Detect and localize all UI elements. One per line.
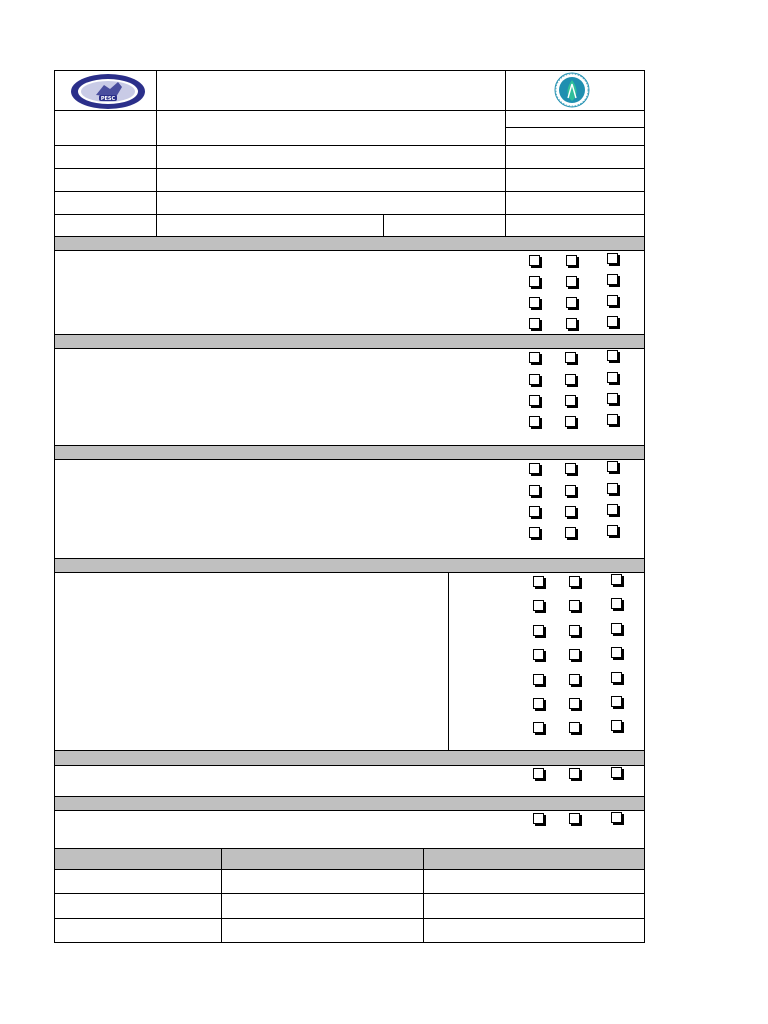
- checkbox[interactable]: [569, 674, 580, 685]
- section-header-bar: [55, 750, 644, 765]
- border-left: [54, 70, 55, 943]
- checkbox[interactable]: [565, 463, 576, 474]
- checkbox[interactable]: [569, 698, 580, 709]
- checkbox[interactable]: [569, 813, 580, 824]
- header-divider-1: [156, 70, 157, 236]
- footer-table-divider: [221, 848, 222, 943]
- checkbox[interactable]: [529, 352, 540, 363]
- section-line: [54, 572, 645, 573]
- header-line: [54, 168, 645, 169]
- footer-table-line: [54, 848, 645, 849]
- section-header-bar: [55, 236, 644, 250]
- section-line: [54, 810, 645, 811]
- pesc-logo: [70, 73, 146, 110]
- checkbox[interactable]: [569, 649, 580, 660]
- checkbox[interactable]: [611, 598, 622, 609]
- checkbox[interactable]: [565, 416, 576, 427]
- checkbox[interactable]: [607, 504, 618, 515]
- checkbox[interactable]: [533, 813, 544, 824]
- checkbox[interactable]: [529, 297, 540, 308]
- header-line: [54, 214, 645, 215]
- checkbox[interactable]: [533, 625, 544, 636]
- checkbox[interactable]: [529, 255, 540, 266]
- section-header-bar: [55, 558, 644, 572]
- checkbox[interactable]: [569, 768, 580, 779]
- checkbox[interactable]: [569, 600, 580, 611]
- checkbox[interactable]: [565, 374, 576, 385]
- checkbox[interactable]: [569, 625, 580, 636]
- checkbox[interactable]: [611, 647, 622, 658]
- header-line: [505, 127, 645, 128]
- checkbox[interactable]: [607, 483, 618, 494]
- footer-table-header-bar: [55, 848, 644, 869]
- checkbox[interactable]: [611, 812, 622, 823]
- footer-table-line: [54, 893, 645, 894]
- checkbox[interactable]: [529, 506, 540, 517]
- section-header-bar: [55, 796, 644, 810]
- section-line: [54, 250, 645, 251]
- checkbox[interactable]: [565, 506, 576, 517]
- checkbox[interactable]: [566, 318, 577, 329]
- checkbox[interactable]: [529, 395, 540, 406]
- checkbox[interactable]: [565, 527, 576, 538]
- checkbox[interactable]: [607, 372, 618, 383]
- checkbox[interactable]: [529, 374, 540, 385]
- header-line: [54, 145, 645, 146]
- section-line: [54, 459, 645, 460]
- footer-table-divider: [423, 848, 424, 943]
- header-line: [54, 191, 645, 192]
- checkbox[interactable]: [607, 350, 618, 361]
- checkbox[interactable]: [607, 253, 618, 264]
- checkbox[interactable]: [565, 395, 576, 406]
- checkbox[interactable]: [607, 393, 618, 404]
- checkbox[interactable]: [569, 722, 580, 733]
- checkbox[interactable]: [533, 674, 544, 685]
- section-line: [54, 796, 645, 797]
- checkbox[interactable]: [529, 463, 540, 474]
- checkbox[interactable]: [607, 461, 618, 472]
- emblem-logo: [546, 72, 598, 108]
- checkbox[interactable]: [533, 722, 544, 733]
- header-divider-2: [505, 70, 506, 236]
- checkbox[interactable]: [533, 698, 544, 709]
- border-bottom: [54, 942, 645, 943]
- section-line: [54, 334, 645, 335]
- section-line: [54, 750, 645, 751]
- checkbox[interactable]: [566, 297, 577, 308]
- section-header-bar: [55, 445, 644, 459]
- checkbox[interactable]: [607, 274, 618, 285]
- checkbox[interactable]: [533, 649, 544, 660]
- checkbox[interactable]: [569, 576, 580, 587]
- checkbox[interactable]: [533, 576, 544, 587]
- checkbox[interactable]: [566, 276, 577, 287]
- checkbox[interactable]: [607, 525, 618, 536]
- checkbox[interactable]: [529, 485, 540, 496]
- checkbox[interactable]: [611, 672, 622, 683]
- section-line: [54, 765, 645, 766]
- checkbox[interactable]: [565, 485, 576, 496]
- checkbox[interactable]: [529, 527, 540, 538]
- checkbox[interactable]: [607, 316, 618, 327]
- checkbox[interactable]: [565, 352, 576, 363]
- section-header-bar: [55, 334, 644, 348]
- checkbox[interactable]: [533, 768, 544, 779]
- section-line: [54, 236, 645, 237]
- checkbox[interactable]: [611, 720, 622, 731]
- header-line: [54, 110, 645, 111]
- checkbox[interactable]: [611, 767, 622, 778]
- checkbox[interactable]: [533, 600, 544, 611]
- checkbox[interactable]: [566, 255, 577, 266]
- section-line: [54, 445, 645, 446]
- header-divider-3: [383, 214, 384, 236]
- checkbox[interactable]: [611, 696, 622, 707]
- section-4-divider: [448, 572, 449, 750]
- checkbox[interactable]: [529, 318, 540, 329]
- checkbox[interactable]: [529, 276, 540, 287]
- section-line: [54, 558, 645, 559]
- footer-table-line: [54, 918, 645, 919]
- border-right: [644, 70, 645, 943]
- checkbox[interactable]: [611, 623, 622, 634]
- checkbox[interactable]: [607, 414, 618, 425]
- logo-left-text: PESC: [100, 96, 116, 102]
- footer-table-line: [54, 869, 645, 870]
- section-line: [54, 348, 645, 349]
- checkbox[interactable]: [529, 416, 540, 427]
- checkbox[interactable]: [607, 295, 618, 306]
- checkbox[interactable]: [611, 574, 622, 585]
- border-top: [54, 70, 645, 71]
